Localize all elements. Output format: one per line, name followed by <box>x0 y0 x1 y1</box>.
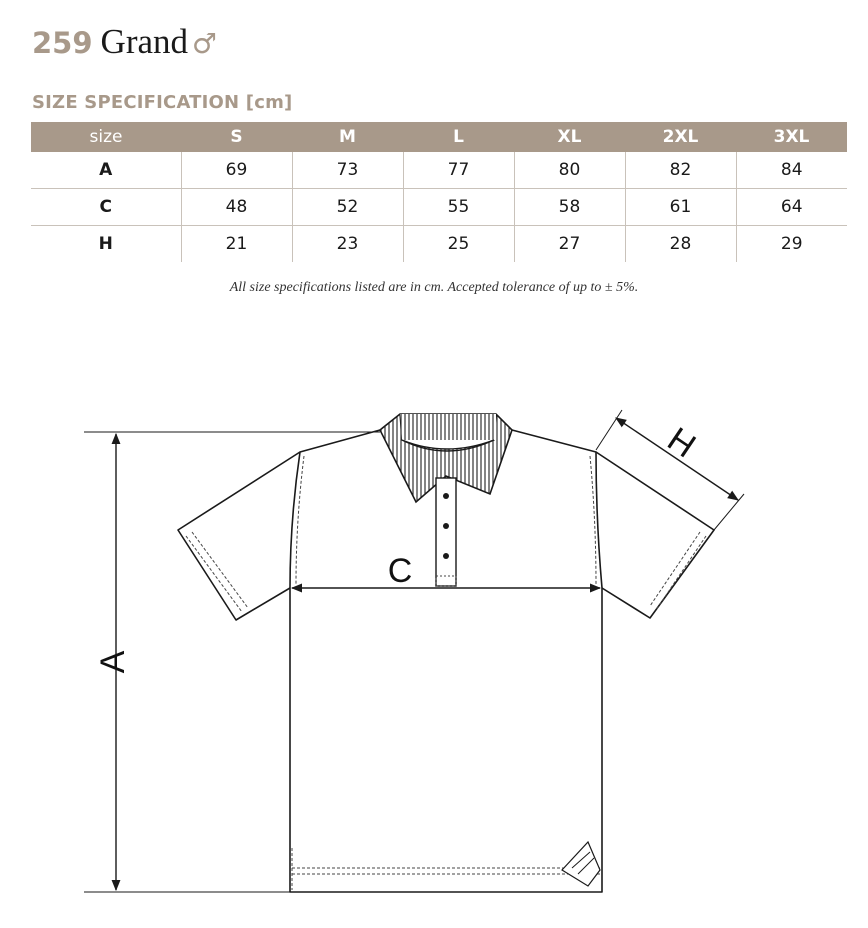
table-cell: 52 <box>292 189 403 226</box>
placket <box>436 478 456 586</box>
table-cell: 77 <box>403 152 514 189</box>
hem-tag-icon <box>562 842 600 886</box>
table-cell: 61 <box>625 189 736 226</box>
table-cell: 80 <box>514 152 625 189</box>
size-header-cell: M <box>292 122 403 152</box>
table-cell: 69 <box>181 152 292 189</box>
size-header-cell: 3XL <box>736 122 847 152</box>
size-header-cell: L <box>403 122 514 152</box>
size-header-cell: XL <box>514 122 625 152</box>
table-cell: 28 <box>625 226 736 263</box>
size-header-cell: S <box>181 122 292 152</box>
table-cell: 25 <box>403 226 514 263</box>
table-cell: 84 <box>736 152 847 189</box>
dimension-c-label: C <box>387 552 413 590</box>
row-label: A <box>31 152 181 189</box>
table-cell: 64 <box>736 189 847 226</box>
product-name: Grand <box>100 22 189 61</box>
table-cell: 21 <box>181 226 292 263</box>
dimension-a <box>84 432 380 892</box>
table-cell: 29 <box>736 226 847 263</box>
table-cell: 48 <box>181 189 292 226</box>
table-cell: 55 <box>403 189 514 226</box>
size-header-cell: 2XL <box>625 122 736 152</box>
table-cell: 58 <box>514 189 625 226</box>
table-cell: 27 <box>514 226 625 263</box>
row-label: C <box>31 189 181 226</box>
product-number: 259 <box>32 26 93 60</box>
size-spec-heading: SIZE SPECIFICATION [cm] <box>32 92 293 113</box>
table-cell: 82 <box>625 152 736 189</box>
tolerance-note: All size specifications listed are in cm. Accepted tolerance of up to ± 5%. <box>229 280 639 295</box>
dimension-h-label: H <box>660 420 703 466</box>
table-cell: 73 <box>292 152 403 189</box>
table-cell: 23 <box>292 226 403 263</box>
size-header-label: size <box>31 122 181 152</box>
row-label: H <box>98 234 113 254</box>
dimension-a-label: A <box>94 650 132 674</box>
male-icon: ♂ <box>192 27 218 60</box>
hem-stitching <box>292 848 600 890</box>
dimension-h <box>596 410 744 530</box>
